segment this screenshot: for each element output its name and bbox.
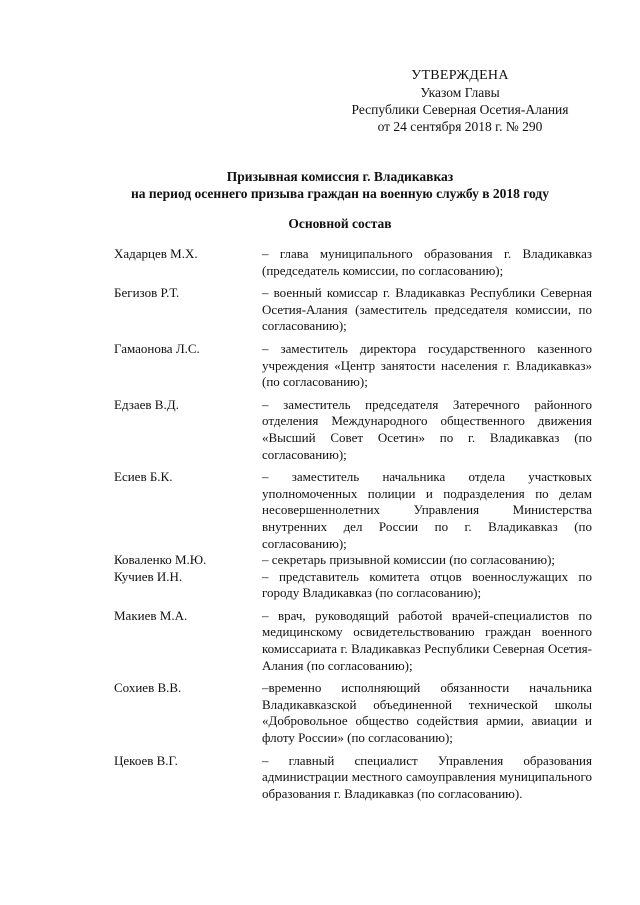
member-description: – заместитель директора государственного казенного учреждения «Центр занятости населения г. Владикавказ» (по согласованию); (262, 340, 592, 390)
member-description: – военный комиссар г. Владикавказ Республики Северная Осетия-Алания (заместитель председателя комиссии, по согласованию); (262, 285, 592, 334)
member-description: – врач, руководящий работой врачей-специалистов по медицинскому освидетельствованию граждан военного комиссариата г. Владикавказ Республики Северная Осетия-Алания (по согласованию); (262, 607, 592, 673)
member-row (114, 469, 592, 552)
approval-stamp-block (340, 67, 580, 135)
approval-republic: Республики Северная Осетия-Алания (351, 102, 569, 117)
approval-decree: Указом Главы (420, 85, 500, 100)
member-description: – глава муниципального образования г. Владикавказ (председатель комиссии, по согласованию); (262, 246, 592, 278)
member-description: – представитель комитета отцов военнослужащих по городу Владикавказ (по согласованию); (262, 568, 592, 601)
approval-heading: УТВЕРЖДЕНА (411, 68, 509, 83)
document-title (100, 168, 580, 202)
member-name: Кучиев И.Н. (114, 568, 183, 584)
member-name: Гамаонова Л.С. (114, 340, 200, 356)
member-row (114, 341, 592, 391)
title-line-1: Призывная комиссия г. Владикавказ (226, 169, 454, 184)
member-name: Бегизов Р.Т. (114, 285, 180, 301)
section-title: Основной состав (288, 216, 392, 231)
member-name: Сохиев В.В. (114, 680, 182, 696)
member-description: – главный специалист Управления образования администрации местного самоуправления муниципального образования г. Владикавказ (по согласованию). (262, 752, 592, 801)
member-name: Хадарцев М.Х. (114, 246, 198, 261)
member-row (114, 397, 592, 463)
members-list (114, 246, 592, 802)
member-row (114, 569, 592, 602)
member-row (114, 246, 592, 279)
member-name: Макиев М.А. (114, 607, 188, 623)
member-description: – секретарь призывной комиссии (по согласованию); (262, 552, 556, 568)
member-description: – заместитель председателя Затеречного районного отделения Международного общественного движения «Высший Совет Осетин» по г. Владикавказ (по согласованию); (262, 396, 592, 462)
member-description: –временно исполняющий обязанности начальника Владикавказской объединенной технической школы «Добровольное общество содействия армии, авиации и флоту России» (по согласованию); (262, 680, 592, 746)
member-row (114, 285, 592, 335)
member-row (114, 753, 592, 803)
approval-date-number: от 24 сентября 2018 г. № 290 (377, 119, 543, 134)
member-description: – заместитель начальника отдела участковых уполномоченных полиции и подразделения по делам несовершеннолетних Управления Министерства внутренних дел России по г. Владикавказ (по согласованию); (262, 469, 592, 551)
title-line-2: на период осеннего призыва граждан на военную службу в 2018 году (131, 186, 549, 201)
member-name: Есиев Б.К. (114, 469, 173, 485)
member-name: Коваленко М.Ю. (114, 552, 207, 568)
member-name: Едзаев В.Д. (114, 396, 179, 412)
member-row (114, 680, 592, 746)
member-name: Цекоев В.Г. (114, 752, 178, 768)
member-row (114, 608, 592, 674)
member-row (114, 552, 592, 569)
